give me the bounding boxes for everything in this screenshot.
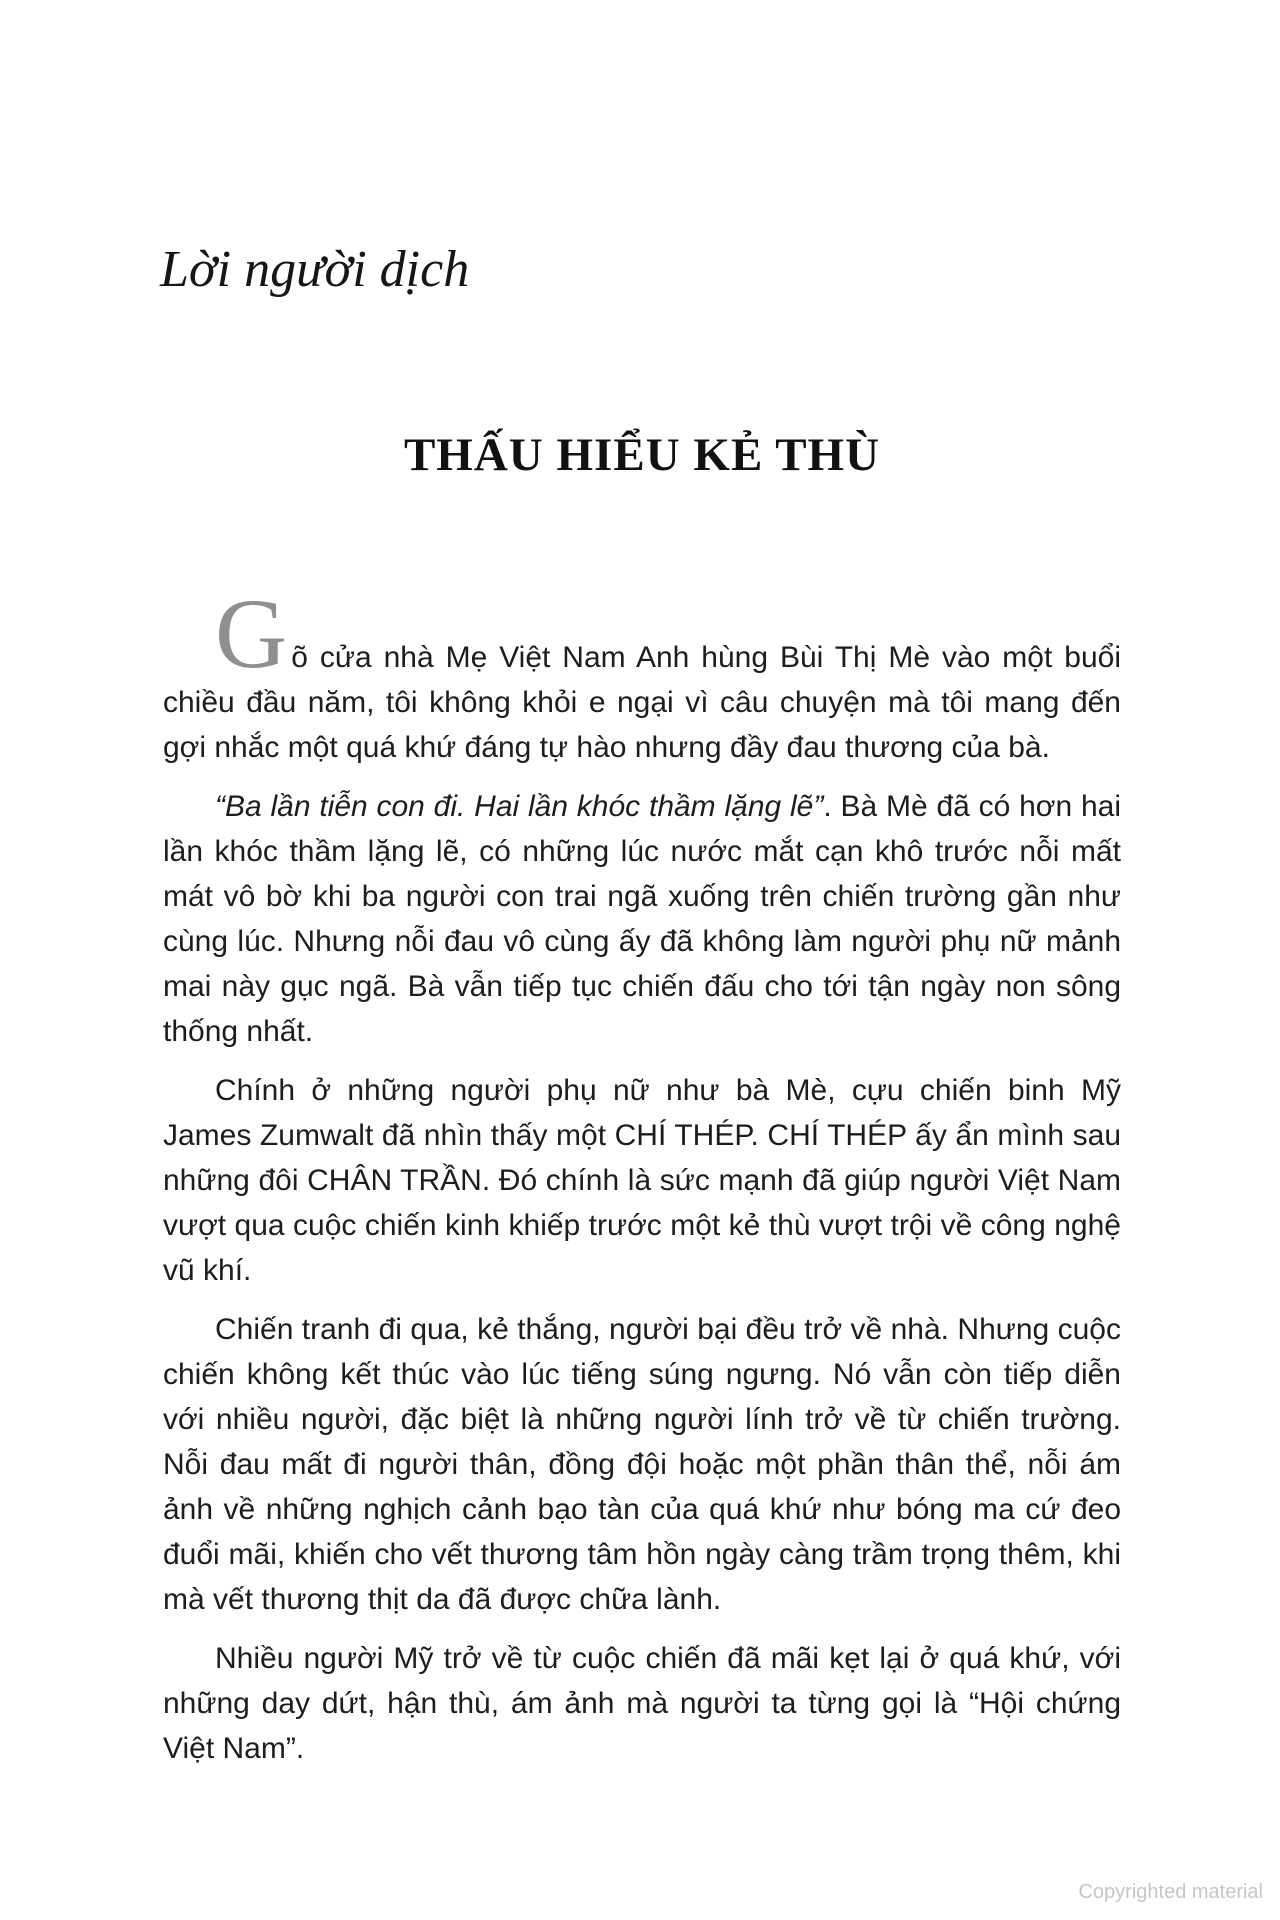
body-text [163,578,1121,1785]
section-heading: Lời người dịch [160,241,470,298]
paragraph [163,784,1121,1054]
paragraph: Chiến tranh đi qua, kẻ thắng, người bại đều trở về nhà. Nhưng cuộc chiến không kết thúc vào lúc tiếng súng ngưng. Nó vẫn còn tiếp diễn với nhiều người, đặc biệt là những người lính trở về từ chiến trường. Nỗi đau mất đi người thân, đồng đội hoặc một phần thân thể, nỗi ám ảnh về những nghịch cảnh bạo tàn của quá khứ như bóng ma cứ đeo đuổi mãi, khiến cho vết thương tâm hồn ngày càng trầm trọng thêm, khi mà vết thương thịt da đã được chữa lành. [163,1313,1121,1616]
paragraph-text: õ cửa nhà Mẹ Việt Nam Anh hùng Bùi Thị Mè vào một buổi chiều đầu năm, tôi không khỏi e ngại vì câu chuyện mà tôi mang đến gợi nhắc một quá khứ đáng tự hào nhưng đầy đau thương của bà. [163,641,1121,764]
copyright-watermark: Copyrighted material [1078,1881,1263,1903]
paragraph: Nhiều người Mỹ trở về từ cuộc chiến đã mãi kẹt lại ở quá khứ, với những day dứt, hận thù, ám ảnh mà người ta từng gọi là “Hội chứng Việt Nam”. [163,1642,1121,1765]
paragraph [163,578,1121,770]
paragraph-text: . Bà Mè đã có hơn hai lần khóc thầm lặng lẽ, có những lúc nước mắt cạn khô trước nỗi mất mát vô bờ khi ba người con trai ngã xuống trên chiến trường gần như cùng lúc. Nhưng nỗi đau vô cùng ấy đã không làm người phụ nữ mảnh mai này gục ngã. Bà vẫn tiếp tục chiến đấu cho tới tận ngày non sông thống nhất. [163,790,1121,1048]
drop-cap: G [215,578,288,689]
chapter-title: THẤU HIỂU KẺ THÙ [403,429,881,481]
paragraph: Chính ở những người phụ nữ như bà Mè, cựu chiến binh Mỹ James Zumwalt đã nhìn thấy một CHÍ THÉP. CHÍ THÉP ấy ẩn mình sau những đôi CHÂN TRẦN. Đó chính là sức mạnh đã giúp người Việt Nam vượt qua cuộc chiến kinh khiếp trước một kẻ thù vượt trội về công nghệ vũ khí. [163,1074,1121,1287]
quote-italic: “Ba lần tiễn con đi. Hai lần khóc thầm lặng lẽ” [215,790,824,823]
